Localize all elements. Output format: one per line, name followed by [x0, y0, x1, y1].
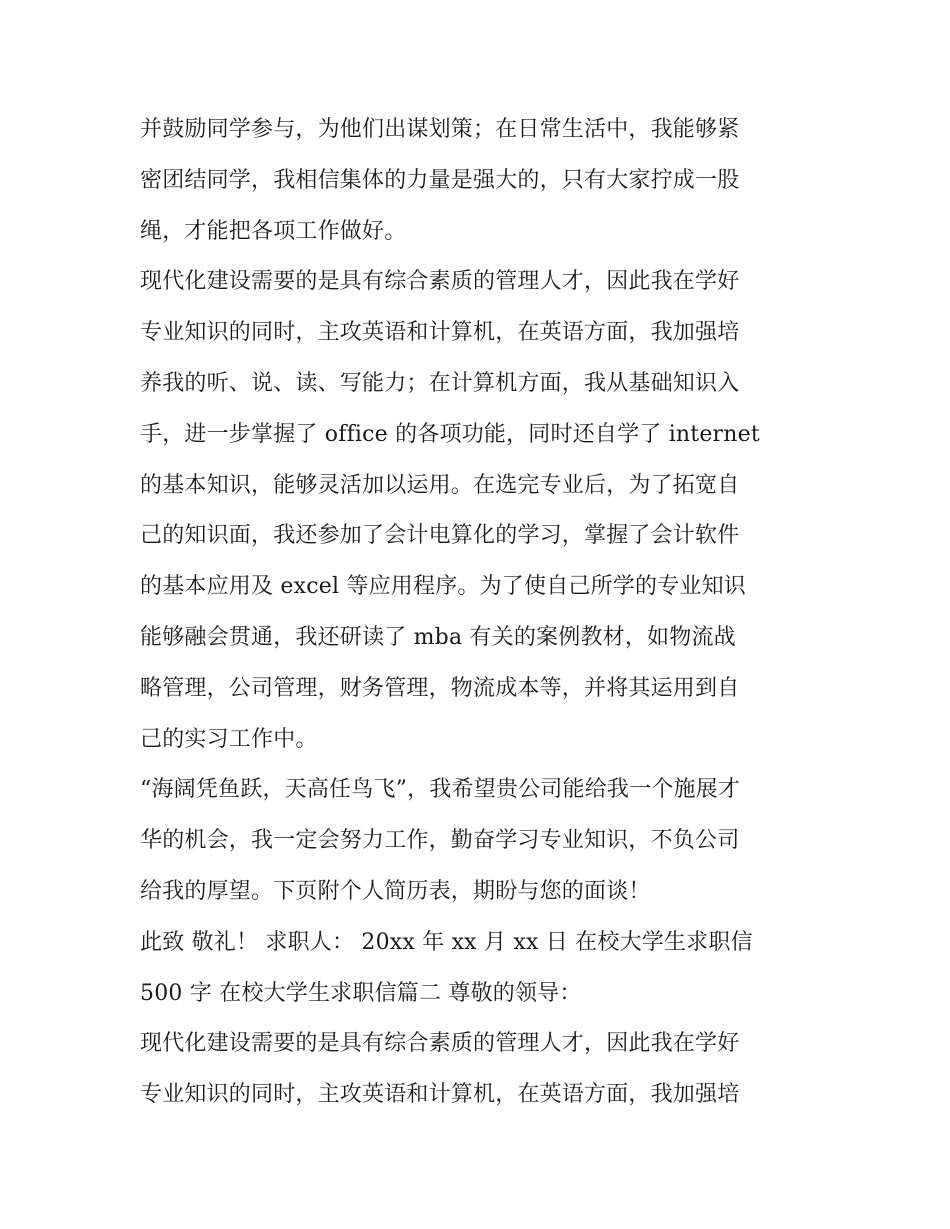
text-line: 此致 敬礼！ 求职人： 20xx 年 xx 月 xx 日 在校大学生求职信 — [140, 929, 753, 955]
text-line: 给我的厚望。下页附个人简历表，期盼与您的面谈！ — [140, 878, 651, 904]
text-line: 的基本应用及 excel 等应用程序。为了使自己所学的专业知识 — [140, 574, 746, 600]
text-line: 专业知识的同时，主攻英语和计算机，在英语方面，我加强培 — [140, 320, 740, 346]
text-line: 的基本知识，能够灵活加以运用。在选完专业后，为了拓宽自 — [140, 472, 740, 498]
text-line: 己的知识面，我还参加了会计电算化的学习，掌握了会计软件 — [140, 523, 740, 549]
text-line: 并鼓励同学参与，为他们出谋划策；在日常生活中，我能够紧 — [140, 117, 740, 142]
text-line: 现代化建设需要的是具有综合素质的管理人才，因此我在学好 — [140, 1031, 740, 1057]
text-line: 手，进一步掌握了 office 的各项功能，同时还自学了 internet — [140, 421, 760, 447]
document-body — [140, 105, 820, 1121]
text-line: 专业知识的同时，主攻英语和计算机，在英语方面，我加强培 — [140, 1082, 740, 1108]
text-line: 华的机会，我一定会努力工作，勤奋学习专业知识，不负公司 — [140, 828, 740, 854]
text-line: 现代化建设需要的是具有综合素质的管理人才，因此我在学好 — [140, 269, 740, 295]
text-line: 500 字 在校大学生求职信篇二 尊敬的领导： — [140, 980, 582, 1006]
text-line: 绳，才能把各项工作做好。 — [140, 218, 407, 244]
text-line: “海阔凭鱼跃，天高任鸟飞”，我希望贵公司能给我一个施展才 — [140, 777, 741, 803]
text-line: 能够融会贯通，我还研读了 mba 有关的案例教材，如物流战 — [140, 624, 736, 650]
text-line: 略管理，公司管理，财务管理，物流成本等，并将其运用到自 — [140, 675, 740, 701]
text-line: 己的实习工作中。 — [140, 726, 318, 752]
text-line: 密团结同学，我相信集体的力量是强大的，只有大家拧成一股 — [140, 167, 740, 193]
text-line: 养我的听、说、读、写能力；在计算机方面，我从基础知识入 — [140, 370, 740, 396]
